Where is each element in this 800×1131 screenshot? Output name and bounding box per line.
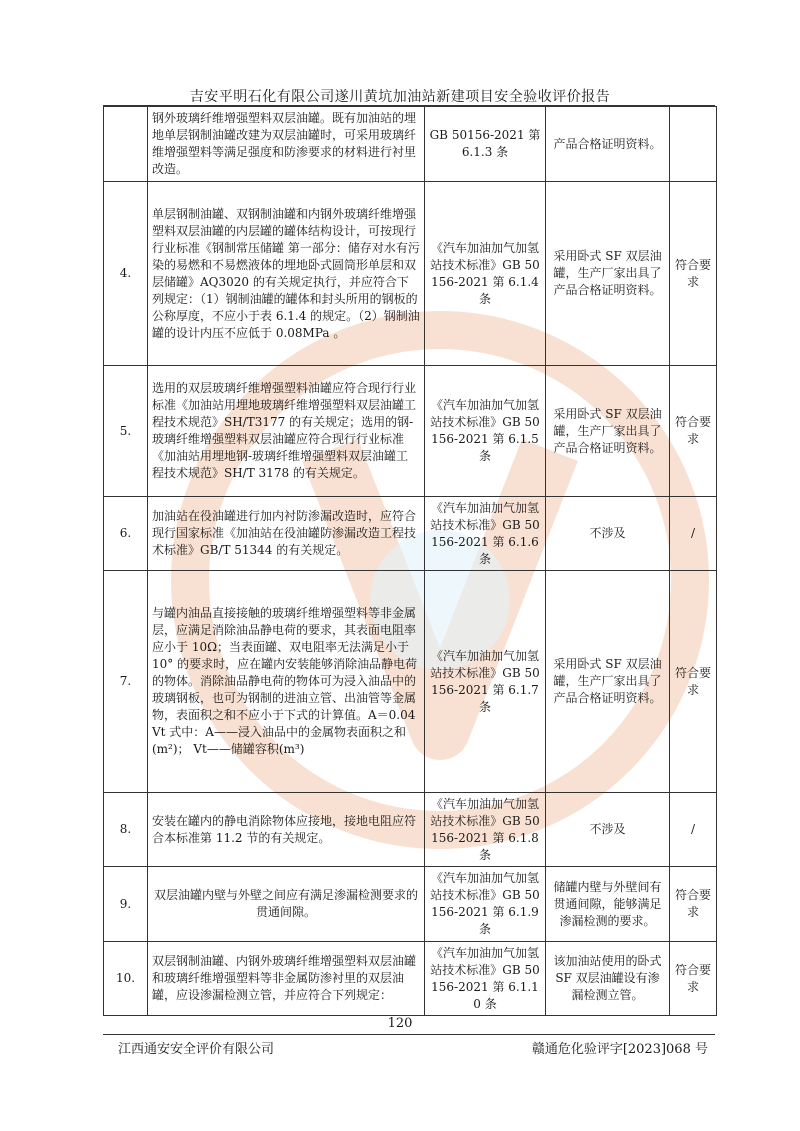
requirement-text: 安装在罐内的静电消除物体应接地，接地电阻应符合本标准第 11.2 节的有关规定。 bbox=[148, 793, 425, 867]
result-text: 采用卧式 SF 双层油罐，生产厂家出具了产品合格证明资料。 bbox=[546, 571, 670, 793]
table-row bbox=[104, 571, 717, 793]
table-row bbox=[104, 107, 717, 182]
conclusion-text: 符合要求 bbox=[670, 366, 717, 497]
conclusion-text: 符合要求 bbox=[670, 571, 717, 793]
evaluation-table bbox=[103, 106, 717, 1016]
row-number: 6. bbox=[104, 497, 148, 571]
result-text: 储罐内壁与外壁间有贯通间隙，能够满足渗漏检测的要求。 bbox=[546, 867, 670, 942]
row-number bbox=[104, 107, 148, 182]
row-number: 8. bbox=[104, 793, 148, 867]
table-row bbox=[104, 942, 717, 1016]
basis-text: 《汽车加油加气加氢站技术标准》GB 50156-2021 第 6.1.6 条 bbox=[425, 497, 546, 571]
result-text: 产品合格证明资料。 bbox=[546, 107, 670, 182]
result-text: 采用卧式 SF 双层油罐，生产厂家出具了产品合格证明资料。 bbox=[546, 366, 670, 497]
table-row bbox=[104, 867, 717, 942]
basis-text: 《汽车加油加气加氢站技术标准》GB 50156-2021 第 6.1.5 条 bbox=[425, 366, 546, 497]
conclusion-text: 符合要求 bbox=[670, 942, 717, 1016]
requirement-text: 双层钢制油罐、内钢外玻璃纤维增强塑料双层油罐和玻璃纤维增强塑料等非金属防渗衬里的双层油罐，应设渗漏检测立管，并应符合下列规定： bbox=[148, 942, 425, 1016]
page-number: 120 bbox=[387, 1016, 413, 1031]
basis-text: 《汽车加油加气加氢站技术标准》GB 50156-2021 第 6.1.10 条 bbox=[425, 942, 546, 1016]
requirement-text: 加油站在役油罐进行加内衬防渗漏改造时，应符合现行国家标准《加油站在役油罐防渗漏改造工程技术标准》GB/T 51344 的有关规定。 bbox=[148, 497, 425, 571]
conclusion-text bbox=[670, 107, 717, 182]
table-row bbox=[104, 793, 717, 867]
basis-text: GB 50156-2021 第 6.1.3 条 bbox=[425, 107, 546, 182]
basis-text: 《汽车加油加气加氢站技术标准》GB 50156-2021 第 6.1.8 条 bbox=[425, 793, 546, 867]
conclusion-text: 符合要求 bbox=[670, 182, 717, 366]
requirement-text: 选用的双层玻璃纤维增强塑料油罐应符合现行行业标准《加油站用埋地玻璃纤维增强塑料双层油罐工程技术规范》SH/T3177 的有关规定；选用的钢-玻璃纤维增强塑料双层油罐应符合现行行业标准《加油站用埋地钢-玻璃纤维增强塑料双层油罐工程技术规范》SH/T 3178 的有关规定。 bbox=[148, 366, 425, 497]
requirement-text: 双层油罐内壁与外壁之间应有满足渗漏检测要求的贯通间隙。 bbox=[148, 867, 425, 942]
conclusion-text: / bbox=[670, 793, 717, 867]
basis-text: 《汽车加油加气加氢站技术标准》GB 50156-2021 第 6.1.7 条 bbox=[425, 571, 546, 793]
footer-company-name: 江西通安安全评价有限公司 bbox=[118, 1042, 275, 1057]
requirement-text: 钢外玻璃纤维增强塑料双层油罐。既有加油站的埋地单层钢制油罐改建为双层油罐时，可采用玻璃纤维增强塑料等满足强度和防渗要求的材料进行衬里改造。 bbox=[148, 107, 425, 182]
row-number: 10. bbox=[104, 942, 148, 1016]
result-text: 不涉及 bbox=[546, 793, 670, 867]
footer-document-number: 赣通危化验评字[2023]068 号 bbox=[531, 1042, 708, 1057]
basis-text: 《汽车加油加气加氢站技术标准》GB 50156-2021 第 6.1.4 条 bbox=[425, 182, 546, 366]
requirement-text: 单层钢制油罐、双钢制油罐和内钢外玻璃纤维增强塑料双层油罐的内层罐的罐体结构设计，可按现行行业标准《钢制常压储罐 第一部分：储存对水有污染的易燃和不易燃液体的埋地卧式圆筒形单层和双层储罐》AQ3020 的有关规定执行，并应符合下列规定：（1）钢制油罐的罐体和封头所用的钢板的公称厚度，不应小于表 6.1.4 的规定。（2）钢制油罐的设计内压不应低于 0.08MPa 。 bbox=[148, 182, 425, 366]
row-number: 7. bbox=[104, 571, 148, 793]
result-text: 采用卧式 SF 双层油罐，生产厂家出具了产品合格证明资料。 bbox=[546, 182, 670, 366]
row-number: 4. bbox=[104, 182, 148, 366]
table-row bbox=[104, 366, 717, 497]
result-text: 不涉及 bbox=[546, 497, 670, 571]
row-number: 9. bbox=[104, 867, 148, 942]
conclusion-text: 符合要求 bbox=[670, 867, 717, 942]
result-text: 该加油站使用的卧式 SF 双层油罐设有渗漏检测立管。 bbox=[546, 942, 670, 1016]
basis-text: 《汽车加油加气加氢站技术标准》GB 50156-2021 第 6.1.9 条 bbox=[425, 867, 546, 942]
report-header-title: 吉安平明石化有限公司遂川黄坑加油站新建项目安全验收评价报告 bbox=[189, 89, 611, 105]
requirement-text: 与罐内油品直接接触的玻璃纤维增强塑料等非金属层，应满足消除油品静电荷的要求，其表面电阻率应小于 10Ω；当表面罐、双电阻率无法满足小于 10° 的要求时，应在罐内安装能够消除油品静电荷的物体。消除油品静电荷的物体可为浸入油品中的玻璃钢板，也可为钢制的进油立管、出油管等金属物，表面积之和不应小于下式的计算值。A＝0.04Vt 式中：A——浸入油品中的金属物表面积之和(m²)； Vt——储罐容积(m³) bbox=[148, 571, 425, 793]
conclusion-text: / bbox=[670, 497, 717, 571]
row-number: 5. bbox=[104, 366, 148, 497]
footer-divider bbox=[103, 1034, 715, 1035]
table-row bbox=[104, 497, 717, 571]
table-row bbox=[104, 182, 717, 366]
